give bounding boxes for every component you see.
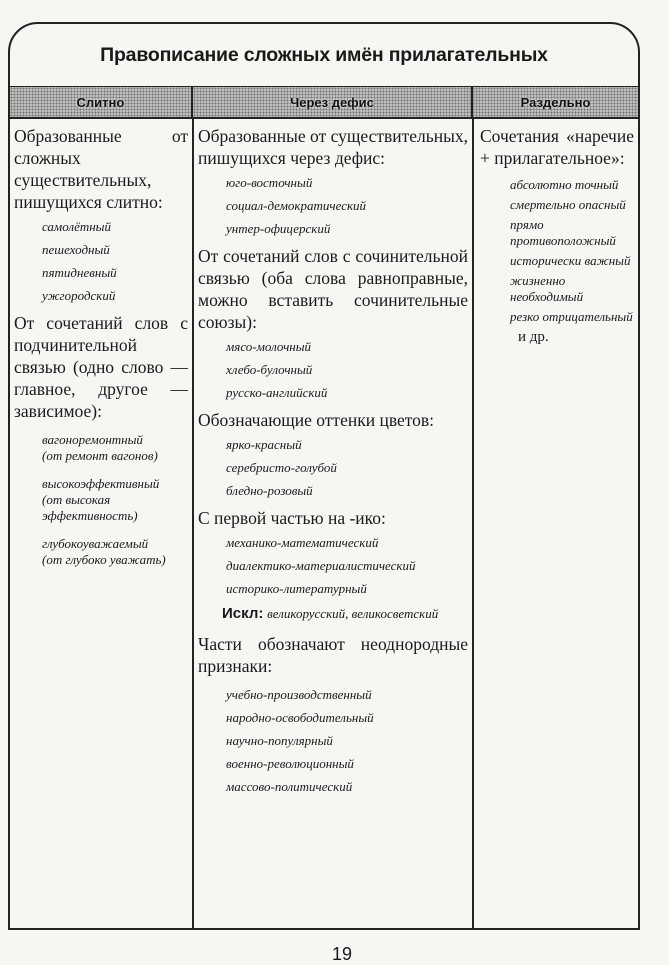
example-word: серебристо-голубой <box>226 460 337 475</box>
example-list <box>198 339 468 401</box>
example-list <box>198 437 468 499</box>
example-word: ярко-красный <box>226 437 302 452</box>
example-list <box>14 432 188 568</box>
example-word: абсолютно точный <box>510 177 619 192</box>
example-word: хлебо-булочный <box>226 362 313 377</box>
rule-text: С первой частью на -ико: <box>198 508 386 528</box>
example-list <box>480 177 634 345</box>
column-separate <box>472 119 638 930</box>
etc-text: и др. <box>518 329 549 345</box>
page-number: 19 <box>332 944 353 964</box>
example-word: пешеходный <box>42 242 110 257</box>
rule-text: Части обозначают неоднородные признаки: <box>198 634 468 676</box>
example-note: (от глубоко уважать) <box>42 552 166 567</box>
header-hyphen: Через дефис <box>191 87 471 117</box>
header-together: Слитно <box>76 94 125 110</box>
example-word: самолётный <box>42 219 111 234</box>
exception-words: великорусский, великосветский <box>267 606 439 621</box>
example-word: жизненно необходимый <box>510 273 584 304</box>
exception-label: Искл: <box>222 605 264 622</box>
example-list <box>198 535 468 597</box>
header-row <box>10 87 638 119</box>
rule-text: Образованные от существительных, пишущихся через дефис: <box>198 126 468 168</box>
example-word: механико-математический <box>226 535 379 550</box>
rule-text: Образованные от сложных существительных, пишущихся слитно: <box>14 126 188 212</box>
exception-note <box>198 605 468 623</box>
example-note: (от высокая эффективность) <box>42 492 138 523</box>
example-word: унтер-офицерский <box>226 221 331 236</box>
rules-table <box>8 22 640 930</box>
example-list <box>14 219 188 304</box>
example-word: военно-революционный <box>226 756 354 771</box>
example-note: (от ремонт вагонов) <box>42 448 158 463</box>
example-word: глубокоуважаемый <box>42 536 149 551</box>
example-word: массово-политический <box>226 779 353 794</box>
example-word: исторически важный <box>510 253 631 268</box>
example-word: учебно-производственный <box>226 687 372 702</box>
example-list <box>198 687 468 795</box>
example-word: социал-демократический <box>226 198 367 213</box>
example-word: юго-восточный <box>226 175 313 190</box>
column-hyphen <box>192 119 472 930</box>
example-word: ужгородский <box>42 288 116 303</box>
example-word: прямо противоположный <box>510 217 616 248</box>
example-word: вагоноремонтный <box>42 432 143 447</box>
example-list <box>198 175 468 237</box>
rule-text: Обозначающие оттенки цветов: <box>198 410 435 430</box>
example-item <box>14 476 188 524</box>
body-row <box>10 119 638 930</box>
example-word: пятидневный <box>42 265 117 280</box>
example-word: резко отрицательный <box>510 309 633 324</box>
example-word: диалектико-материалистический <box>226 558 416 573</box>
example-item <box>14 536 188 568</box>
rule-text: От сочетаний слов с подчинительной связью (одно слово — главное, другое — зависимое): <box>14 313 188 421</box>
column-together <box>10 119 192 930</box>
rule-text: Сочетания «наречие + прилагательное»: <box>480 126 634 168</box>
example-word: научно-популярный <box>226 733 333 748</box>
example-word: бледно-розовый <box>226 483 313 498</box>
example-word: народно-освободительный <box>226 710 374 725</box>
example-word: высокоэффективный <box>42 476 160 491</box>
rule-text: От сочетаний слов с сочинительной связью (оба слова равноправные, можно вставить сочинительные союзы): <box>198 246 468 332</box>
page-title: Правописание сложных имён прилагательных <box>10 24 638 87</box>
example-word: смертельно опасный <box>510 197 626 212</box>
example-word: русско-английский <box>226 385 328 400</box>
example-word: историко-литературный <box>226 581 367 596</box>
header-separate: Раздельно <box>471 87 638 117</box>
example-item <box>14 432 188 464</box>
example-word: мясо-молочный <box>226 339 312 354</box>
